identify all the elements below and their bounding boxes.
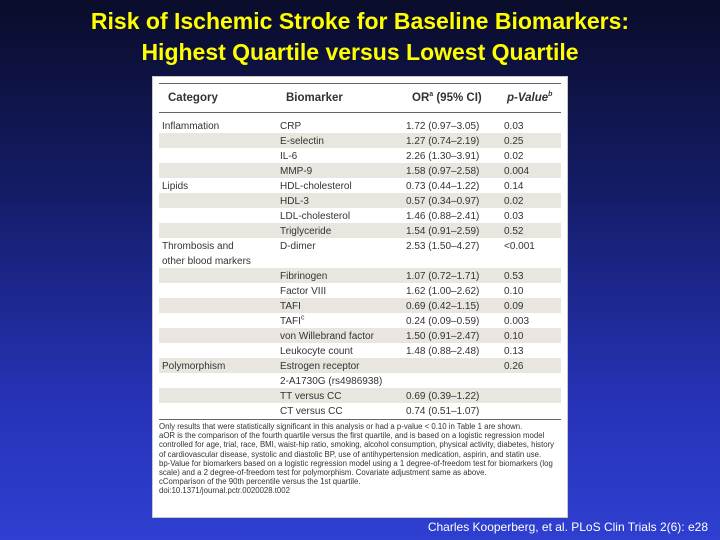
odds-ratio-cell: 0.24 (0.09–0.59) — [406, 316, 480, 327]
table-row — [159, 388, 561, 403]
odds-ratio-cell: 1.48 (0.88–2.48) — [406, 346, 480, 357]
odds-ratio-cell: 1.62 (1.00–2.62) — [406, 286, 480, 297]
category-cell — [162, 180, 188, 193]
category-line: other blood markers — [162, 256, 251, 267]
biomarker-cell — [280, 195, 309, 208]
table-row — [159, 193, 561, 208]
table-image-panel — [152, 76, 568, 518]
odds-ratio-cell: 1.54 (0.91–2.59) — [406, 226, 480, 237]
biomarker-cell — [280, 165, 312, 178]
table-row — [159, 133, 561, 148]
citation: Charles Kooperberg, et al. PLoS Clin Trials 2(6): e28 — [427, 520, 708, 534]
biomarker-cell — [280, 360, 360, 373]
p-value-cell: 0.13 — [504, 346, 524, 357]
biomarker-text: MMP-9 — [280, 166, 313, 177]
category-line: Inflammation — [162, 121, 220, 132]
table-row — [159, 163, 561, 178]
header-p-sup: b — [548, 91, 553, 99]
p-value-cell: 0.53 — [504, 271, 524, 282]
biomarker-cell — [280, 150, 297, 163]
table-row — [159, 268, 561, 283]
biomarker-cell — [280, 300, 301, 313]
slide-title — [0, 6, 720, 68]
biomarker-cell — [280, 405, 343, 418]
biomarker-cell — [280, 180, 352, 193]
table-row — [159, 178, 561, 193]
header-or-rest: (95% CI) — [433, 92, 482, 104]
p-value-cell: 0.02 — [504, 196, 524, 207]
table-row — [159, 208, 561, 223]
biomarker-cell — [280, 120, 301, 133]
header-p-value — [507, 92, 552, 104]
table-row — [159, 313, 561, 328]
odds-ratio-cell: 0.69 (0.39–1.22) — [406, 391, 480, 402]
biomarker-cell — [280, 135, 324, 148]
biomarker-text: 2-A1730G (rs4986938) — [280, 376, 383, 387]
p-value-cell: 0.52 — [504, 226, 524, 237]
odds-ratio-cell: 1.27 (0.74–2.19) — [406, 136, 480, 147]
table-row — [159, 373, 561, 388]
odds-ratio-cell: 0.73 (0.44–1.22) — [406, 181, 480, 192]
biomarker-cell — [280, 240, 316, 253]
table-footnotes — [159, 419, 561, 496]
slide-title-line-1: Risk of Ischemic Stroke for Baseline Biomarkers: — [90, 8, 630, 34]
table-row — [159, 238, 561, 268]
biomarker-text: von Willebrand factor — [280, 331, 374, 342]
biomarker-text: HDL-cholesterol — [280, 181, 352, 192]
biomarker-cell — [280, 285, 326, 298]
table-row — [159, 283, 561, 298]
odds-ratio-cell: 1.46 (0.88–2.41) — [406, 211, 480, 222]
biomarker-text: Leukocyte count — [280, 346, 353, 357]
odds-ratio-cell: 1.58 (0.97–2.58) — [406, 166, 480, 177]
p-value-cell: 0.003 — [504, 316, 530, 327]
biomarker-text: Estrogen receptor — [280, 361, 360, 372]
footnote: bp-Value for biomarkers based on a logistic regression model using a 1 degree-of-freedom test for biomarkers (log scale) and a 2 degree-of-freedom test for polymorphism. Covariate adjustment same as above. — [159, 458, 553, 478]
category-cell — [162, 240, 251, 268]
odds-ratio-cell: 2.26 (1.30–3.91) — [406, 151, 480, 162]
table-row — [159, 223, 561, 238]
biomarker-cell — [280, 315, 304, 328]
p-value-cell: 0.02 — [504, 151, 524, 162]
table-header — [159, 83, 561, 113]
biomarker-text: Fibrinogen — [280, 271, 328, 282]
biomarker-cell — [280, 375, 382, 388]
table-row — [159, 148, 561, 163]
odds-ratio-cell: 1.72 (0.97–3.05) — [406, 121, 480, 132]
p-value-cell: 0.10 — [504, 331, 524, 342]
biomarker-text: IL-6 — [280, 151, 298, 162]
header-biomarker: Biomarker — [286, 92, 343, 104]
biomarker-superscript: c — [300, 314, 305, 322]
biomarker-cell — [280, 345, 353, 358]
p-value-cell: 0.26 — [504, 361, 524, 372]
biomarker-cell — [280, 210, 350, 223]
biomarker-text: E-selectin — [280, 136, 324, 147]
category-cell — [162, 120, 219, 133]
p-value-cell: 0.004 — [504, 166, 530, 177]
biomarker-cell — [280, 330, 374, 343]
p-value-cell: 0.10 — [504, 286, 524, 297]
slide-title-line-2: Highest Quartile versus Lowest Quartile — [141, 39, 579, 65]
p-value-cell: <0.001 — [504, 241, 535, 252]
odds-ratio-cell: 0.57 (0.34–0.97) — [406, 196, 480, 207]
biomarker-text: D-dimer — [280, 241, 316, 252]
header-or-text: OR — [412, 92, 430, 104]
p-value-cell: 0.25 — [504, 136, 524, 147]
odds-ratio-cell: 1.50 (0.91–2.47) — [406, 331, 480, 342]
biomarker-text: CRP — [280, 121, 302, 132]
odds-ratio-cell: 0.69 (0.42–1.15) — [406, 301, 480, 312]
table-body — [159, 118, 561, 418]
biomarker-cell — [280, 390, 342, 403]
table-row — [159, 298, 561, 313]
header-category: Category — [168, 92, 218, 104]
biomarker-text: TAFI — [280, 301, 301, 312]
biomarker-text: TAFI — [280, 316, 301, 327]
header-p-text: p-Value — [507, 92, 549, 104]
footnote: doi:10.1371/journal.pctr.0020028.t002 — [159, 486, 290, 496]
p-value-cell: 0.14 — [504, 181, 524, 192]
biomarker-text: CT versus CC — [280, 406, 343, 417]
biomarker-cell — [280, 270, 327, 283]
odds-ratio-cell: 2.53 (1.50–4.27) — [406, 241, 480, 252]
category-line: Polymorphism — [162, 361, 226, 372]
biomarker-text: Triglyceride — [280, 226, 332, 237]
odds-ratio-cell: 0.74 (0.51–1.07) — [406, 406, 480, 417]
odds-ratio-cell: 1.07 (0.72–1.71) — [406, 271, 480, 282]
category-line: Lipids — [162, 181, 189, 192]
footnote: cComparison of the 90th percentile versus the 1st quartile. — [159, 477, 361, 487]
biomarker-text: LDL-cholesterol — [280, 211, 351, 222]
header-or-sup: a — [429, 91, 434, 99]
category-line: Thrombosis and — [162, 241, 234, 252]
footnote: Only results that were statistically significant in this analysis or had a p-value < 0.10 in Table 1 are shown. — [159, 422, 523, 431]
p-value-cell: 0.03 — [504, 211, 524, 222]
footnote: aOR is the comparison of the fourth quartile versus the first quartile, and is based on a logistic regression model controlled for age, trial, race, BMI, waist-hip ratio, smoking, alcohol consumption, physical activity, diabetes, history of cardiovascular disease, systolic and diastolic BP, use of antihypertension medication, aspirin, and statin use. — [159, 431, 555, 459]
biomarker-text: TT versus CC — [280, 391, 342, 402]
table-row — [159, 358, 561, 373]
p-value-cell: 0.03 — [504, 121, 524, 132]
biomarker-text: HDL-3 — [280, 196, 309, 207]
p-value-cell: 0.09 — [504, 301, 524, 312]
header-or — [412, 92, 482, 104]
biomarker-cell — [280, 225, 331, 238]
table-row — [159, 118, 561, 133]
biomarker-text: Factor VIII — [280, 286, 327, 297]
category-cell — [162, 360, 225, 373]
table-row — [159, 343, 561, 358]
table-row — [159, 403, 561, 418]
table-row — [159, 328, 561, 343]
